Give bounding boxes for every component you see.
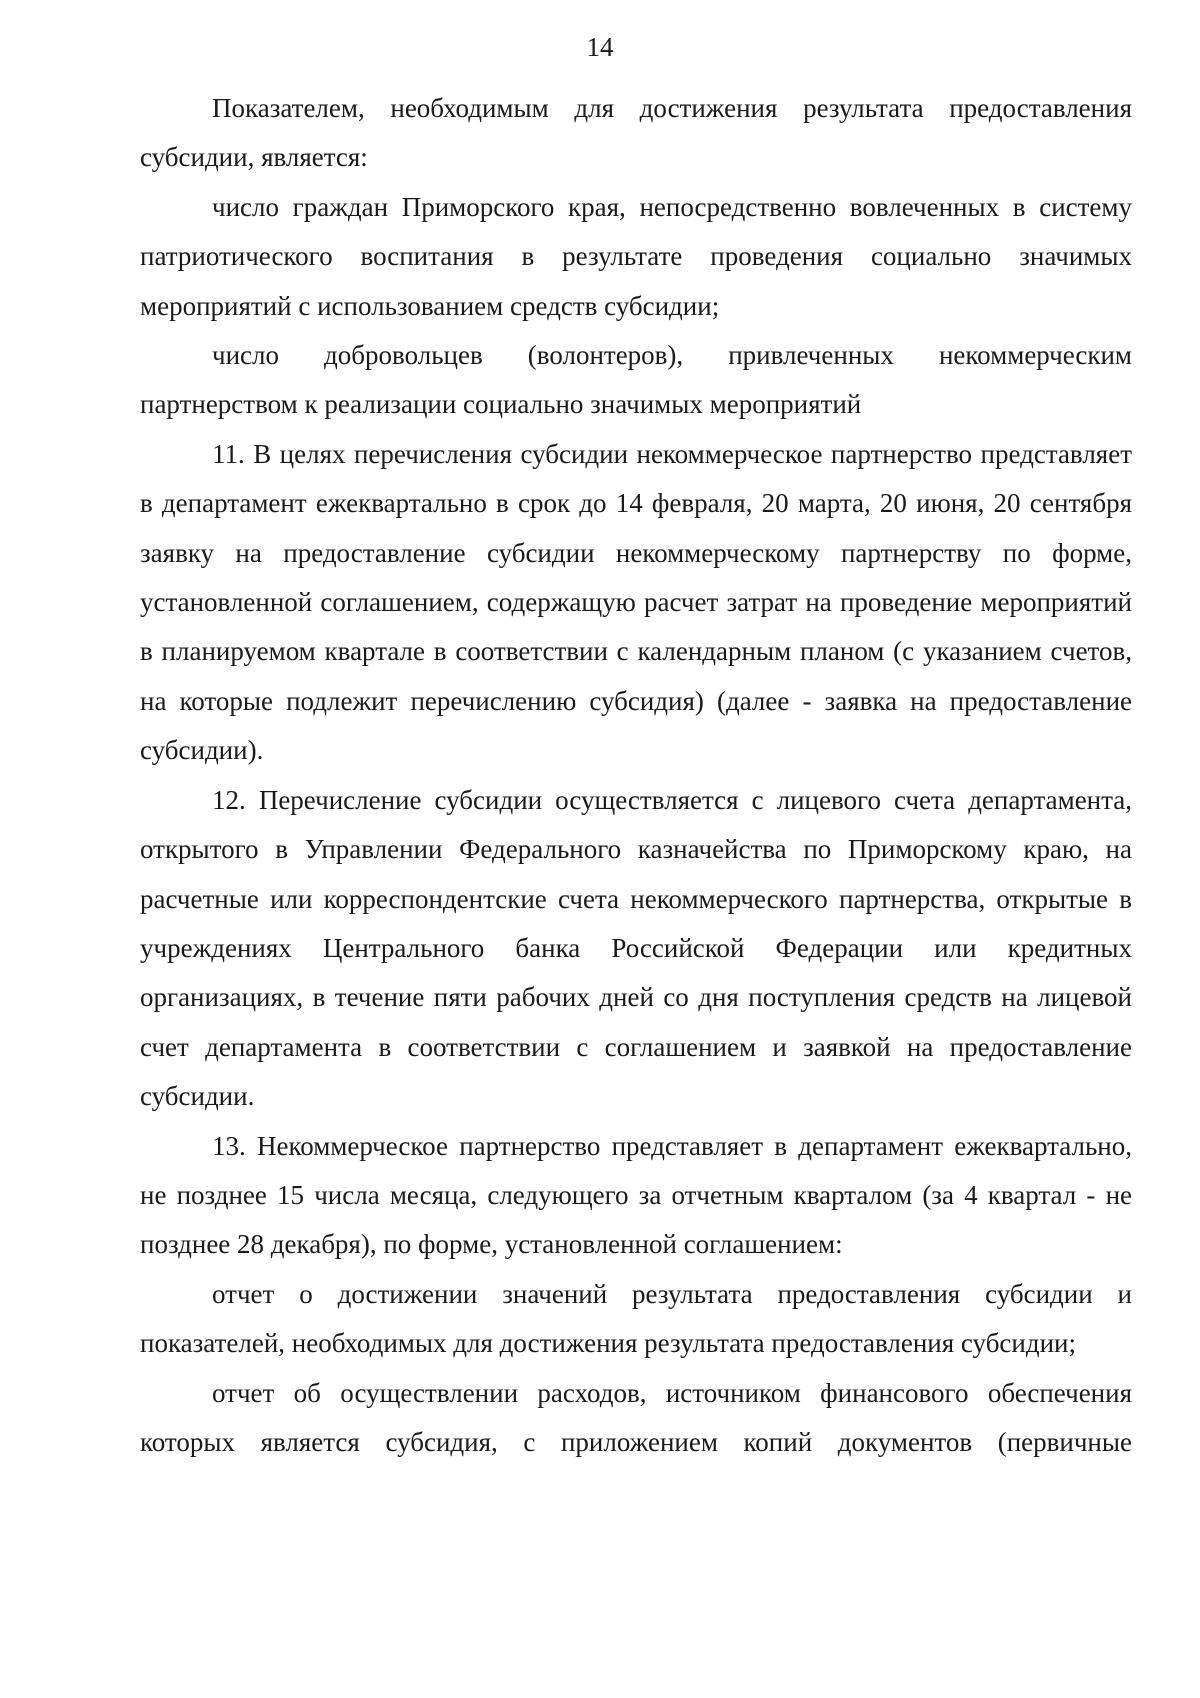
paragraph-clause-12: 12. Перечисление субсидии осуществляется с лицевого счета департамента, открытого в Управлении Федерального казначейства по Приморскому краю, на расчетные или корреспондентские счета некоммерческого партнерства, открытые в учреждениях Центрального банка Российской Федерации или кредитных организациях, в течение пяти рабочих дней со дня поступления средств на лицевой счет департамента в соответствии с соглашением и заявкой на предоставление субсидии. [140, 784, 1132, 1112]
paragraph-clause-11: 11. В целях перечисления субсидии некоммерческое партнерство представляет в департамент ежеквартально в срок до 14 февраля, 20 марта, 20 июня, 20 сентября заявку на предоставление субсидии некоммерческому партнерству по форме, установленной соглашением, содержащую расчет затрат на проведение мероприятий в планируемом квартале в соответствии с календарным планом (с указанием счетов, на которые подлежит перечислению субсидия) (далее - заявка на предоставление субсидии). [140, 438, 1132, 766]
paragraph-indicator-volunteers: число добровольцев (волонтеров), привлеченных некоммерческим партнерством к реализации социально значимых мероприятий [140, 340, 1132, 420]
page-number: 14 [586, 32, 614, 62]
paragraph-clause-13: 13. Некоммерческое партнерство представляет в департамент ежеквартально, не позднее 15 числа месяца, следующего за отчетным кварталом (за 4 квартал - не позднее 28 декабря), по форме, установленной соглашением: [140, 1130, 1132, 1260]
paragraph-report-results: отчет о достижении значений результата предоставления субсидии и показателей, необходимых для достижения результата предоставления субсидии; [140, 1278, 1132, 1359]
paragraph-report-expenses: отчет об осуществлении расходов, источником финансового обеспечения которых является субсидия, с приложением копий документов (первичные [140, 1377, 1132, 1457]
paragraph-indicator-intro: Показателем, необходимым для достижения результата предоставления субсидии, является: [140, 93, 1132, 173]
document-body [140, 84, 1132, 1467]
paragraph-indicator-citizens: число граждан Приморского края, непосредственно вовлеченных в систему патриотического воспитания в результате проведения социально значимых мероприятий с использованием средств субсидии; [140, 191, 1132, 321]
